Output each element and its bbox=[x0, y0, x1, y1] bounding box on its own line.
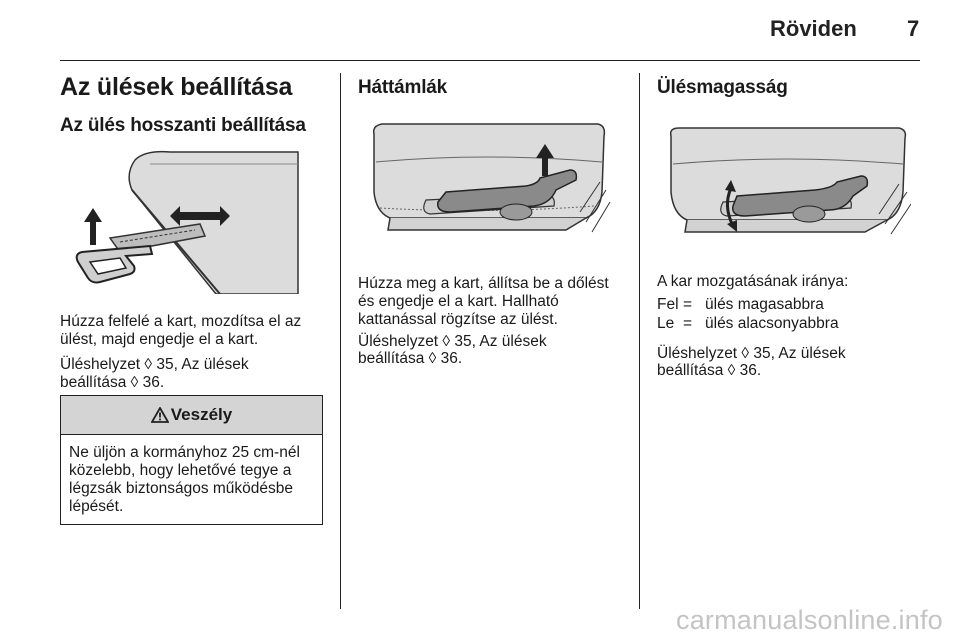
danger-warning-box bbox=[60, 395, 323, 525]
running-header-title: Röviden bbox=[770, 16, 857, 41]
subsection-title: Az ülés hosszanti beállítása bbox=[60, 115, 306, 136]
page-number: 7 bbox=[907, 16, 920, 41]
warning-title: Veszély bbox=[170, 405, 233, 424]
seat-height-reference-line1: Üléshelyzet ◊ 35, Az ülések bbox=[657, 345, 846, 362]
seat-height-illustration bbox=[665, 126, 911, 250]
seat-height-title: Ülésmagasság bbox=[657, 77, 788, 98]
backrest-reference-line2: beállítása ◊ 36. bbox=[358, 350, 463, 367]
warning-text: Ne üljön a kormányhoz 25 cm-nél közelebb, hogy lehetővé tegye a légzsák biztonságos működésbe lépését. bbox=[69, 444, 300, 515]
backrest-title: Háttámlák bbox=[358, 77, 448, 98]
seat-fore-aft-illustration bbox=[60, 150, 300, 294]
column-divider-2 bbox=[639, 73, 640, 609]
lever-direction-table bbox=[657, 295, 839, 333]
direction-key: Fel bbox=[657, 296, 679, 313]
direction-value: ülés alacsonyabbra bbox=[705, 315, 839, 332]
fore-aft-reference-line2: beállítása ◊ 36. bbox=[60, 374, 165, 391]
warning-header bbox=[61, 396, 322, 435]
watermark: carmanualsonline.info bbox=[676, 605, 943, 635]
direction-value: ülés magasabbra bbox=[705, 296, 824, 313]
direction-key: Le bbox=[657, 315, 675, 332]
seat-height-reference-line2: beállítása ◊ 36. bbox=[657, 362, 762, 379]
section-title: Az ülések beállítása bbox=[60, 73, 293, 101]
warning-triangle-icon bbox=[151, 407, 169, 423]
column-divider-1 bbox=[340, 73, 341, 609]
fore-aft-reference-line1: Üléshelyzet ◊ 35, Az ülések bbox=[60, 356, 249, 373]
direction-equals: = bbox=[683, 315, 693, 332]
seat-height-intro: A kar mozgatásának iránya: bbox=[657, 273, 849, 290]
backrest-illustration bbox=[366, 122, 611, 248]
direction-equals: = bbox=[683, 296, 693, 313]
backrest-reference-line1: Üléshelyzet ◊ 35, Az ülések bbox=[358, 333, 547, 350]
fore-aft-instructions: Húzza felfelé a kart, mozdítsa el az ülést, majd engedje el a kart. bbox=[60, 313, 302, 348]
backrest-instructions: Húzza meg a kart, állítsa be a dőlést és engedje el a kart. Hallható kattanással rögzítse az ülést. bbox=[358, 275, 609, 328]
header-rule bbox=[60, 60, 920, 61]
